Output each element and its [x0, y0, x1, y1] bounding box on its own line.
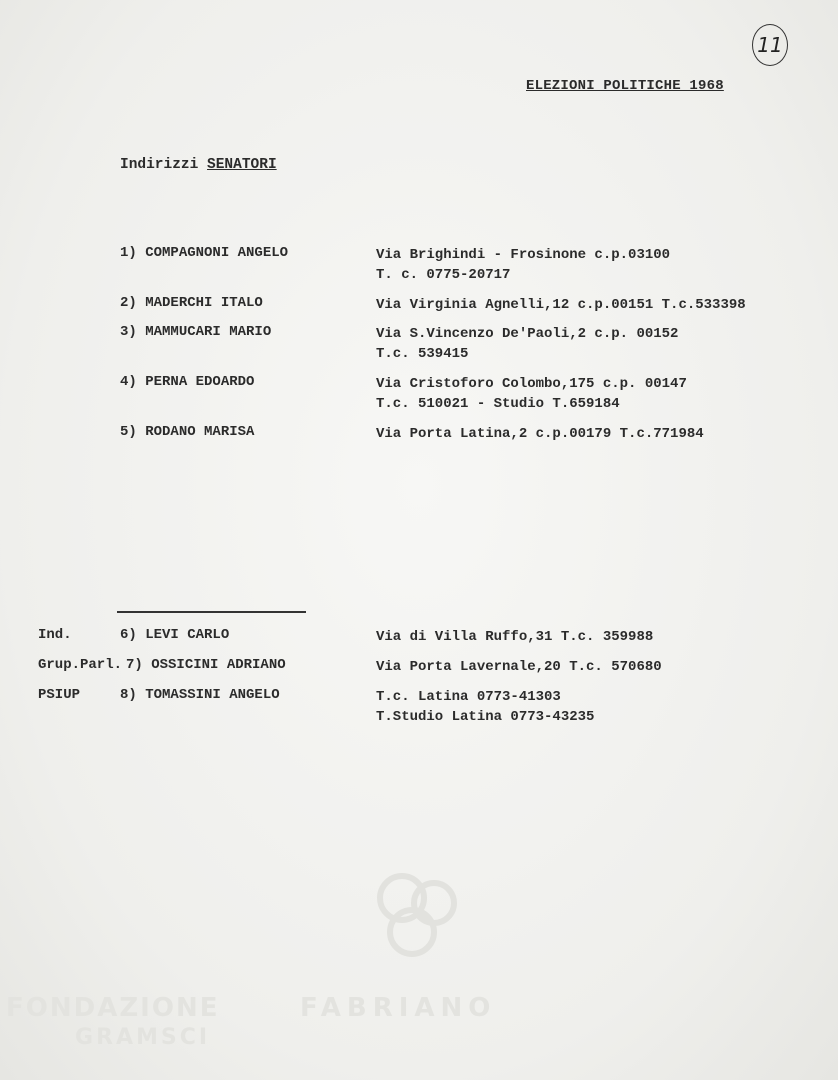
entry-name: MAMMUCARI MARIO	[145, 324, 272, 340]
entry-name: PERNA EDOARDO	[145, 374, 255, 390]
address-line: T.c. 539415	[376, 346, 469, 362]
entry-address	[376, 324, 678, 364]
entry-address	[376, 374, 687, 414]
address-line: Via di Villa Ruffo,31 T.c. 359988	[376, 629, 654, 645]
entry-party: Ind.	[38, 627, 72, 643]
address-line: Via Virginia Agnelli,12 c.p.00151 T.c.533398	[376, 297, 746, 313]
page-number: 11	[752, 24, 788, 66]
entry-address	[376, 687, 594, 727]
entry-number: 8)	[120, 687, 137, 703]
entry-name: RODANO MARISA	[145, 424, 255, 440]
entry-address	[376, 245, 670, 285]
address-line: T.c. Latina 0773-41303	[376, 689, 561, 705]
entry-address	[376, 627, 653, 647]
watermark-text: GRAMSCI	[75, 1025, 211, 1050]
address-line: Via Porta Latina,2 c.p.00179 T.c.771984	[376, 426, 704, 442]
entry-name: LEVI CARLO	[145, 627, 230, 643]
entry-name: OSSICINI ADRIANO	[151, 657, 286, 673]
address-line: Via Brighindi - Frosinone c.p.03100	[376, 247, 671, 263]
entry-number: 5)	[120, 424, 137, 440]
entry-party: Grup.Parl.	[38, 657, 123, 673]
entry-address	[376, 295, 746, 315]
address-line: Via Cristoforo Colombo,175 c.p. 00147	[376, 376, 687, 392]
watermark-logo-icon	[362, 858, 472, 968]
entry-number: 3)	[120, 324, 137, 340]
entry-name: COMPAGNONI ANGELO	[145, 245, 289, 261]
entry-number: 6)	[120, 627, 137, 643]
entry-number: 4)	[120, 374, 137, 390]
watermark-text: FONDAZIONE	[6, 993, 220, 1023]
address-line: T. c. 0775-20717	[376, 267, 511, 283]
entry-name: MADERCHI ITALO	[145, 295, 263, 311]
entry-name: TOMASSINI ANGELO	[145, 687, 280, 703]
address-line: T.Studio Latina 0773-43235	[376, 709, 595, 725]
watermark-text: FABRIANO	[300, 993, 497, 1023]
document-heading: ELEZIONI POLITICHE 1968	[526, 78, 724, 94]
section-title-underlined: SENATORI	[207, 157, 277, 173]
section-divider	[117, 611, 306, 613]
entry-number: 7)	[126, 657, 143, 673]
archive-watermark	[0, 975, 838, 1050]
entry-address	[376, 657, 662, 677]
section-prefix: Indirizzi	[120, 157, 199, 173]
section-title	[120, 157, 277, 173]
entry-party: PSIUP	[38, 687, 81, 703]
entry-number: 1)	[120, 245, 137, 261]
entry-number: 2)	[120, 295, 137, 311]
address-line: Via S.Vincenzo De'Paoli,2 c.p. 00152	[376, 326, 679, 342]
address-line: Via Porta Lavernale,20 T.c. 570680	[376, 659, 662, 675]
entry-address	[376, 424, 704, 444]
address-line: T.c. 510021 - Studio T.659184	[376, 396, 620, 412]
